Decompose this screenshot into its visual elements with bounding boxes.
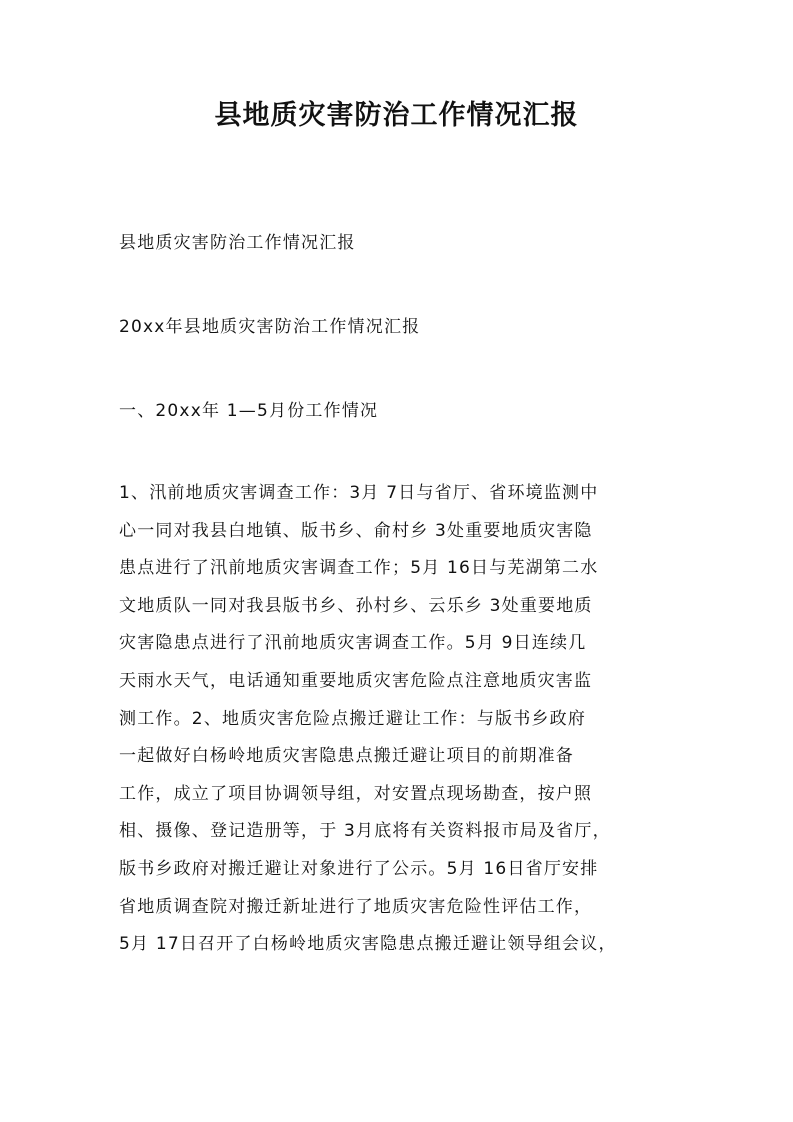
body-line: 灾害隐患点进行了汛前地质灾害调查工作。5月 9日连续几 [119, 633, 587, 654]
body-line: 天雨水天气，电话通知重要地质灾害危险点注意地质灾害监 [119, 670, 593, 691]
body-line: 省地质调查院对搬迁新址进行了地质灾害危险性评估工作， [119, 896, 593, 917]
report-name: 20xx年县地质灾害防治工作情况汇报 [119, 317, 421, 337]
section-heading: 一、20xx年 1—5月份工作情况 [119, 401, 379, 421]
body-line: 测工作。2、地质灾害危险点搬迁避让工作：与版书乡政府 [119, 708, 587, 729]
body-line: 1、汛前地质灾害调查工作：3月 7日与省厅、省环境监测中 [119, 483, 599, 503]
body-line: 患点进行了汛前地质灾害调查工作；5月 16日与芜湖第二水 [119, 558, 599, 579]
body-line: 工作，成立了项目协调领导组，对安置点现场勘查，按户照 [119, 783, 593, 804]
body-line: 版书乡政府对搬迁避让对象进行了公示。5月 16日省厅安排 [119, 858, 599, 879]
body-paragraph [119, 481, 689, 970]
document-subtitle: 县地质灾害防治工作情况汇报 [119, 233, 356, 253]
body-line: 文地质队一同对我县版书乡、孙村乡、云乐乡 3处重要地质 [119, 595, 593, 616]
body-line: 相、摄像、登记造册等，于 3月底将有关资料报市局及省厅， [119, 821, 611, 842]
body-line: 5月 17日召开了白杨岭地质灾害隐患点搬迁避让领导组会议， [119, 934, 617, 955]
body-line: 心一同对我县白地镇、版书乡、俞村乡 3处重要地质灾害隐 [119, 520, 593, 541]
body-line: 一起做好白杨岭地质灾害隐患点搬迁避让项目的前期准备 [119, 746, 574, 767]
document-title: 县地质灾害防治工作情况汇报 [214, 100, 579, 131]
